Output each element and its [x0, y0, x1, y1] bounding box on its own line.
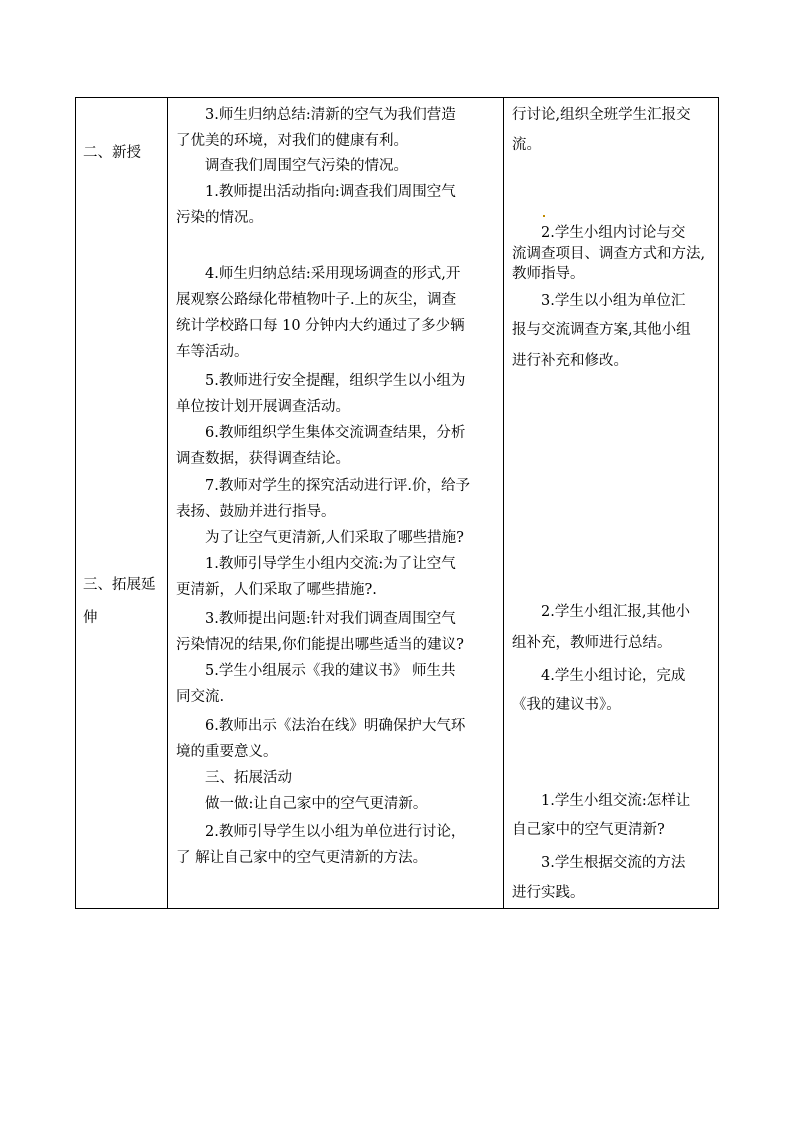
student-activity-line: 2.学生小组内讨论与交	[541, 225, 686, 241]
teacher-activity-line: 同交流.	[176, 689, 225, 705]
teacher-activity-line: 2.教师引导学生以小组为单位进行讨论，	[205, 824, 466, 840]
student-activity-line: 进行补充和修改。	[512, 353, 628, 369]
teacher-activity-line: 展观察公路绿化带植物叶子.上的灰尘，调查	[176, 292, 457, 308]
student-activity-line: 1.学生小组交流:怎样让	[541, 793, 691, 809]
student-activity-column	[504, 98, 719, 908]
teacher-activity-line: 污染的情况。	[176, 210, 263, 226]
student-activity-line: 《我的建议书》。	[512, 697, 621, 713]
section-label-new-lesson: 二、新授	[83, 145, 141, 161]
teacher-activity-line: 5.教师进行安全提醒，组织学生以小组为	[205, 373, 466, 389]
teacher-activity-line: 做一做:让自己家中的空气更清新。	[205, 796, 428, 812]
teacher-activity-line: 车等活动。	[176, 344, 249, 360]
teacher-activity-line: 境的重要意义。	[176, 744, 278, 760]
student-activity-line: 行讨论,组织全班学生汇报交	[512, 107, 691, 123]
section-label-extension: 三、拓展延	[83, 577, 156, 593]
student-activity-line: 报与交流调查方案,其他小组	[512, 322, 691, 338]
teacher-activity-line: 更清新，人们采取了哪些措施?.	[176, 582, 377, 598]
teacher-activity-line: 1.教师提出活动指向:调查我们周围空气	[205, 184, 456, 200]
teacher-activity-line: 调查我们周围空气污染的情况。	[205, 158, 408, 174]
lesson-plan-table	[75, 97, 719, 909]
teacher-activity-line: 7.教师对学生的探究活动进行评.价，给予	[205, 478, 470, 494]
teacher-activity-line: 5.学生小组展示《我的建议书》 师生共	[205, 663, 456, 679]
student-activity-line: 组补充，教师进行总结。	[512, 635, 672, 651]
student-activity-line: 3.学生根据交流的方法	[541, 855, 686, 871]
section-label-extension: 伸	[83, 610, 98, 626]
student-activity-line: 自己家中的空气更清新?	[512, 822, 665, 838]
student-activity-line: 3.学生以小组为单位汇	[541, 293, 686, 309]
student-activity-line: 进行实践。	[512, 885, 585, 901]
teacher-activity-line: 了优美的环境，对我们的健康有利。	[176, 133, 408, 149]
section-column	[76, 98, 167, 908]
teacher-activity-line: 单位按计划开展调查活动。	[176, 399, 350, 415]
teacher-activity-line: 统计学校路口每 10 分钟内大约通过了多少辆	[176, 318, 465, 334]
student-activity-line: 流。	[512, 137, 541, 153]
teacher-activity-line: 3.师生归纳总结:清新的空气为我们营造	[205, 107, 456, 123]
stray-mark	[543, 215, 545, 217]
student-activity-line: 2.学生小组汇报,其他小	[541, 604, 690, 620]
teacher-activity-line: 6.教师组织学生集体交流调查结果，分析	[205, 425, 466, 441]
teacher-activity-line: 6.教师出示《法治在线》明确保护大气环	[205, 718, 466, 734]
student-activity-line: 4.学生小组讨论，完成	[541, 668, 686, 684]
teacher-activity-column	[168, 98, 503, 908]
teacher-activity-line: 为了让空气更清新,人们采取了哪些措施?	[205, 530, 464, 546]
teacher-activity-line: 污染情况的结果,你们能提出哪些适当的建议?	[176, 637, 464, 653]
student-activity-line: 教师指导。	[512, 266, 585, 282]
teacher-activity-line: 了 解让自己家中的空气更清新的方法。	[176, 850, 428, 866]
teacher-activity-line: 4.师生归纳总结:采用现场调查的形式,开	[205, 266, 461, 282]
teacher-activity-line: 3.教师提出问题:针对我们调查周围空气	[205, 611, 456, 627]
teacher-activity-line: 调查数据，获得调查结论。	[176, 451, 350, 467]
student-activity-line: 流调查项目、调查方式和方法,	[512, 246, 706, 262]
teacher-activity-line: 三、拓展活动	[205, 770, 292, 786]
teacher-activity-line: 表扬、鼓励并进行指导。	[176, 504, 336, 520]
teacher-activity-line: 1.教师引导学生小组内交流:为了让空气	[205, 556, 456, 572]
